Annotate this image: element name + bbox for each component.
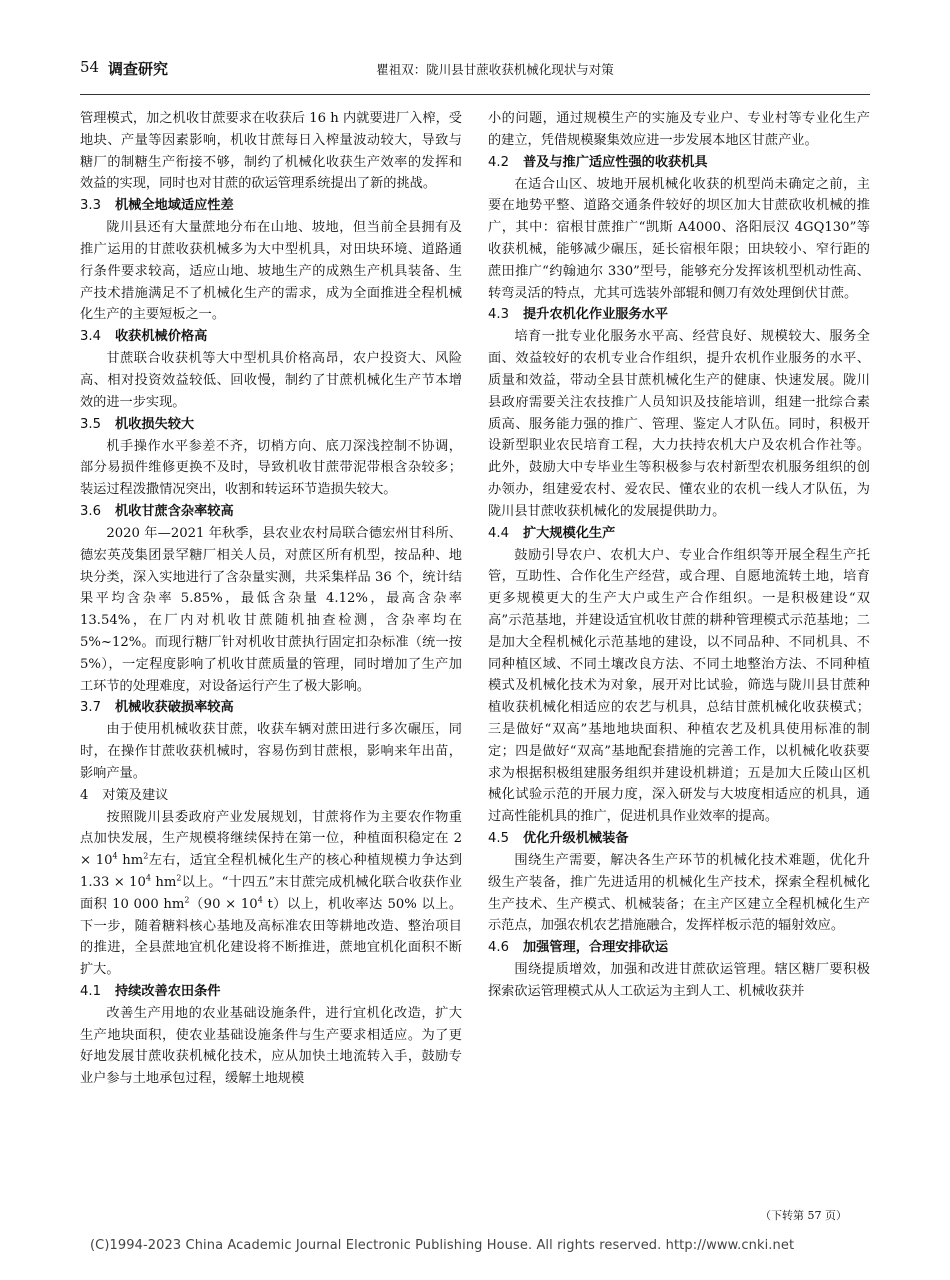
section-number: 4 [80, 787, 89, 803]
section-number: 3.5 [80, 416, 101, 432]
paragraph: 培育一批专业化服务水平高、经营良好、规模较大、服务全面、效益较好的农机专业合作组织，提升农机作业服务的水平、质量和效益，带动全县甘蔗机械化生产的健康、快速发展。陇川县政府需要关注农技推广人员知识及技能培训，组建一批综合素质高、服务能力强的推广、管理、鉴定人才队伍。同时，积极开设新型职业农民培育工程，大力扶持农机大户及农机合作社等。此外，鼓励大中专毕业生等积极参与农村新型农机服务组织的创办领办，组建爱农村、爱农民、懂农业的农机一线人才队伍，为陇川县甘蔗收获机械化的发展提供助力。 [488, 329, 870, 519]
paragraph: 机手操作水平参差不齐，切梢方向、底刀深浅控制不协调，部分易损件维修更换不及时，导致机收甘蔗带泥带根含杂较多；装运过程泼撒情况突出，收割和转运环节造损失较大。 [80, 438, 462, 498]
section-heading [80, 785, 462, 807]
section-title: 机收损失较大 [114, 416, 195, 432]
page-number: 54 [80, 58, 100, 76]
section-number: 4.4 [488, 525, 509, 541]
paragraph: 按照陇川县委政府产业发展规划，甘蔗将作为主要农作物重点加快发展，生产规模将继续保持在第一位，种植面积稳定在 $2 \times 10^4$ $hm^2$左右，适宜全程机械化生产的核心种植规模力争达到 $1.33 \times 10^4$ $hm^2$以上。“十四五”末甘蔗完成机械化联合收获作业面积 10 000 $hm^2(90 \times 10^4$ t）以上，机收率达 50% 以上。下一步，随着糖料核心基地及高标准农田等耕地改造、整治项目的推进，全县蔗地宜机化建设将不断推进，蔗地宜机化面积不断扩大。 [80, 809, 463, 978]
section-title: 机械收获破损率较高 [114, 700, 234, 716]
section-title: 优化升级机械装备 [522, 830, 629, 846]
paragraph: 甘蔗联合收获机等大中型机具价格高昂，农户投资大、风险高、相对投资效益较低、回收慢，制约了甘蔗机械化生产节本增效的进一步实现。 [80, 351, 462, 410]
section-title: 机收甘蔗含杂率较高 [114, 503, 234, 519]
section-heading [80, 982, 462, 1002]
section-title: 普及与推广适应性强的收获机具 [522, 154, 708, 170]
page-header [80, 58, 870, 88]
section-number: 4.1 [80, 983, 101, 999]
section-label: 调查研究 [108, 60, 169, 78]
section-heading [488, 305, 870, 325]
running-title: 瞿祖双：陇川县甘蔗收获机械化现状与对策 [376, 62, 614, 77]
section-number: 3.4 [80, 329, 101, 345]
section-heading [80, 327, 462, 347]
section-number: 4.3 [488, 307, 509, 323]
paragraph: 围绕生产需要，解决各生产环节的机械化技术难题，优化升级生产装备，推广先进适用的机械化生产技术，探索全程机械化生产技术、生产模式、机械装备；在主产区建立全程机械化生产示范点，加强农机农艺措施融合，发挥样板示范的辐射效应。 [488, 852, 870, 934]
paragraph: 陇川县还有大量蔗地分布在山地、坡地，但当前全县拥有及推广运用的甘蔗收获机械多为大中型机具，对田块环境、道路通行条件要求较高，适应山地、坡地生产的成熟生产机具装备、生产技术措施满足不了机械化生产的需求，成为全面推进全程机械化生产的主要短板之一。 [80, 220, 462, 323]
section-heading [488, 829, 870, 849]
paragraph: 改善生产用地的农业基础设施条件，进行宜机化改造，扩大生产地块面积，使农业基础设施条件与生产要求相适应。为了更好地发展甘蔗收获机械化技术，应从加快土地流转入手，鼓励专业户参与土地承包过程，缓解土地规模 [80, 1005, 462, 1087]
copyright-footer: (C)1994-2023 China Academic Journal Electronic Publishing House. All rights reserved. http://www.cnki.net [90, 1238, 795, 1253]
section-title: 对策及建议 [102, 787, 169, 803]
paragraph: 鼓励引导农户、农机大户、专业合作组织等开展全程生产托管，互助性、合作化生产经营，或合理、自愿地流转土地，培育更多规模更大的生产大户或生产合作组织。一是积极建设“双高”示范基地，并建设适宜机收甘蔗的耕种管理模式示范基地；二是加大全程机械化示范基地的建设，以不同品种、不同机具、不同种植区域、不同土壤改良方法、不同土地整治方法、不同种植模式及机械化技术为对象，展开对比试验，筛选与陇川县甘蔗种植收获机械化相适应的农艺与机具，总结甘蔗机械化收获模式；三是做好“双高”基地地块面积、种植农艺及机具使用标准的制定；四是做好“双高”基地配套措施的完善工作，以机械化收获要求为根据积极组建服务组织并建设机耕道；五是加大丘陵山区机械化试验示范的开展力度，深入研发与大坡度相适应的机具，通过高性能机具的推广，促进机具作业效率的提高。 [488, 547, 870, 825]
section-title: 提升农机化作业服务水平 [522, 307, 669, 323]
section-title: 机械全地域适应性差 [114, 198, 234, 214]
section-number: 4.2 [488, 154, 509, 170]
section-heading [488, 153, 870, 173]
section-title: 加强管理，合理安排砍运 [522, 940, 669, 956]
right-column [488, 108, 870, 1003]
section-number: 3.3 [80, 198, 101, 214]
paragraph: 小的问题，通过规模生产的实施及专业户、专业村等专业化生产的建立，凭借规模聚集效应进一步发展本地区甘蔗产业。 [488, 111, 870, 148]
header-rule [80, 94, 870, 95]
left-column [80, 108, 462, 1090]
section-heading [488, 524, 870, 544]
section-number: 4.5 [488, 830, 509, 846]
section-title: 收获机械价格高 [114, 329, 208, 345]
continuation-note: （下转第 57 页） [760, 1209, 847, 1222]
section-number: 4.6 [488, 940, 509, 956]
section-heading [80, 415, 462, 435]
section-heading [80, 698, 462, 718]
paragraph: 在适合山区、坡地开展机械化收获的机型尚未确定之前，主要在地势平整、道路交通条件较好的坝区加大甘蔗砍收机械的推广，其中：宿根甘蔗推广“凯斯 A4000、洛阳辰汉 4GQ130”等收获机械，能够减少碾压，延长宿根年限；田块较小、窄行距的蔗田推广“约翰迪尔 330”型号，能够充分发挥该机型机动性高、转弯灵活的特点，尤其可选装外部辊和侧刀有效处理倒伏甘蔗。 [488, 176, 870, 301]
section-number: 3.6 [80, 503, 101, 519]
paragraph: 管理模式，加之机收甘蔗要求在收获后 16 h 内就要进厂入榨，受地块、产量等因素影响，机收甘蔗每日入榨量波动较大，导致与糖厂的制糖生产衔接不够，制约了机械化收获生产效率的发挥和效益的实现，同时也对甘蔗的砍运管理系统提出了新的挑战。 [80, 111, 462, 192]
section-heading [80, 502, 462, 522]
paragraph: 由于使用机械收获甘蔗，收获车辆对蔗田进行多次碾压，同时，在操作甘蔗收获机械时，容易伤到甘蔗根，影响来年出苗，影响产量。 [80, 722, 462, 781]
paragraph: 2020 年—2021 年秋季，县农业农村局联合德宏州甘科所、德宏英茂集团景罕糖厂相关人员，对蔗区所有机型，按品种、地块分类，深入实地进行了含杂量实测，共采集样品 36 个，统计结果平均含杂率 5.85%，最低含杂量 4.12%，最高含杂率 13.54%，在厂内对机收甘蔗随机抽查检测，含杂率均在 5%~12%。而现行糖厂针对机收甘蔗执行固定扣杂标准（统一按 5%），一定程度影响了机收甘蔗质量的管理，同时增加了生产加工环节的处理难度，对设备运行产生了极大影响。 [80, 525, 462, 694]
section-title: 持续改善农田条件 [114, 983, 221, 999]
paragraph: 围绕提质增效，加强和改进甘蔗砍运管理。辖区糖厂要积极探索砍运管理模式从人工砍运为主到人工、机械收获并 [488, 962, 870, 999]
section-heading [488, 938, 870, 958]
section-heading [80, 196, 462, 216]
section-number: 3.7 [80, 700, 101, 716]
section-title: 扩大规模化生产 [522, 525, 616, 541]
